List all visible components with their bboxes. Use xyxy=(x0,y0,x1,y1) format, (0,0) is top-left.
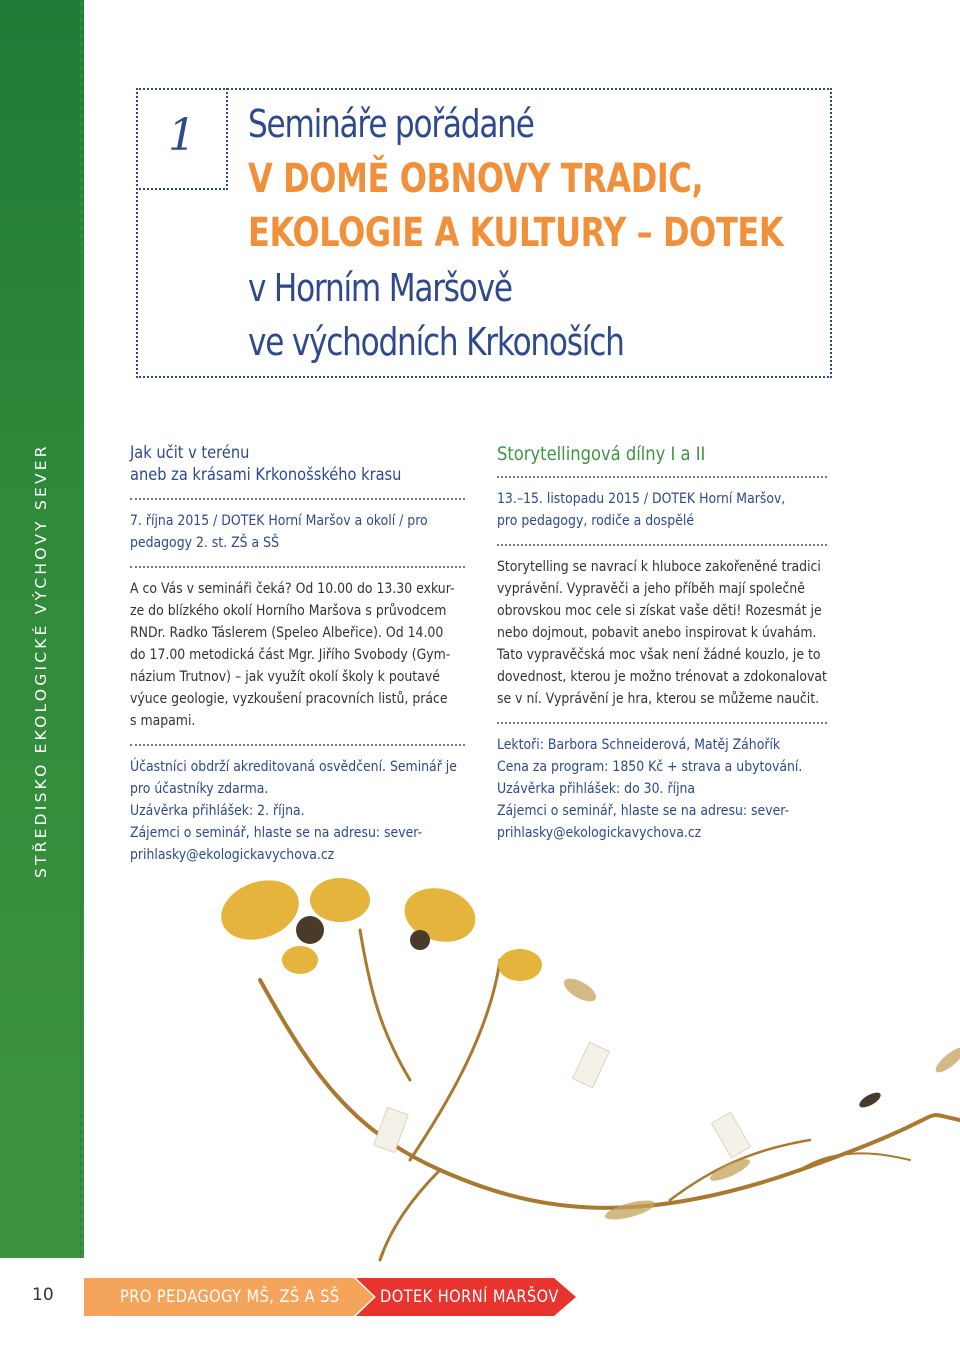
header-line-1: Semináře pořádané xyxy=(248,102,534,146)
right-info xyxy=(497,734,827,844)
right-body-line: nebo dojmout, pobavit anebo inspirovat k úvahám. xyxy=(497,625,817,641)
header-line-2: V DOMĚ OBNOVY TRADIC, xyxy=(248,156,704,202)
header-line-3: EKOLOGIE A KULTURY – DOTEK xyxy=(248,210,784,256)
divider xyxy=(130,566,465,568)
left-info-line: Účastníci obdrží akreditovaná osvědčení. Seminář je xyxy=(130,759,457,775)
left-info-email[interactable]: prihlasky@ekologickavychova.cz xyxy=(130,847,335,863)
right-info-line: Uzávěrka přihlášek: do 30. října xyxy=(497,781,696,797)
left-body-line: ze do blízkého okolí Horního Maršova s průvodcem xyxy=(130,603,447,619)
right-body-line: dovednost, kterou je možno trénovat a zdokonalovat xyxy=(497,669,827,685)
right-info-line: Lektoři: Barbora Schneiderová, Matěj Záhořík xyxy=(497,737,781,753)
footer-tab-audience-label: PRO PEDAGOGY MŠ, ZŠ A SŠ xyxy=(120,1287,340,1307)
left-title-1: Jak učit v terénu xyxy=(130,443,250,463)
left-body-line: do 17.00 metodická část Mgr. Jiřího Svobody (Gym- xyxy=(130,647,451,663)
divider xyxy=(497,544,827,546)
header-line-5: ve východních Krkonoších xyxy=(248,320,624,364)
divider xyxy=(497,476,827,478)
chapter-number: 1 xyxy=(168,110,196,161)
right-meta-line: pro pedagogy, rodiče a dospělé xyxy=(497,513,695,529)
left-info-line: Zájemci o seminář, hlaste se na adresu: sever- xyxy=(130,825,423,841)
left-meta xyxy=(130,510,466,554)
left-body-line: výuce geologie, vyzkoušení pracovních listů, práce xyxy=(130,691,448,707)
footer-tab-location-label: DOTEK HORNÍ MARŠOV xyxy=(380,1287,559,1307)
side-band-label: STŘEDISKO EKOLOGICKÉ VÝCHOVY SEVER xyxy=(32,443,50,878)
right-body-line: se v ní. Vyprávění je hra, kterou se můžeme naučit. xyxy=(497,691,820,707)
right-meta xyxy=(497,488,827,532)
right-body-line: obrovskou moc cele si získat vaše děti! Rozesmát je xyxy=(497,603,822,619)
divider xyxy=(130,498,465,500)
page-number: 10 xyxy=(32,1285,54,1305)
left-meta-line: 7. října 2015 / DOTEK Horní Maršov a okolí / pro xyxy=(130,513,428,529)
right-body-line: vyprávění. Vypravěči a jeho příběh mají společně xyxy=(497,581,805,597)
header-line-4: v Horním Maršově xyxy=(248,266,512,310)
left-column xyxy=(130,442,466,866)
right-info-line: Zájemci o seminář, hlaste se na adresu: sever- xyxy=(497,803,790,819)
right-meta-line: 13.–15. listopadu 2015 / DOTEK Horní Maršov, xyxy=(497,491,786,507)
left-body xyxy=(130,578,466,732)
right-title: Storytellingová dílny I a II xyxy=(497,443,706,465)
right-info-line: Cena za program: 1850 Kč + strava a ubytování. xyxy=(497,759,803,775)
left-title-2: aneb za krásami Krkonošského krasu xyxy=(130,465,402,485)
divider xyxy=(497,722,827,724)
left-meta-line: pedagogy 2. st. ZŠ a SŠ xyxy=(130,535,279,551)
left-body-line: názium Trutnov) – jak využít okolí školy k poutavé xyxy=(130,669,440,685)
left-info xyxy=(130,756,466,866)
left-info-line: pro účastníky zdarma. xyxy=(130,781,269,797)
left-info-line: Uzávěrka přihlášek: 2. října. xyxy=(130,803,305,819)
left-body-line: A co Vás v semináři čeká? Od 10.00 do 13.30 exkur- xyxy=(130,581,455,597)
right-body-line: Tato vypravěčská moc však není žádné kouzlo, je to xyxy=(497,647,821,663)
right-body-line: Storytelling se navrací k hluboce zakořeněné tradici xyxy=(497,559,821,575)
right-body xyxy=(497,556,827,710)
right-info-email[interactable]: prihlasky@ekologickavychova.cz xyxy=(497,825,702,841)
left-body-line: RNDr. Radko Táslerem (Speleo Albeřice). Od 14.00 xyxy=(130,625,444,641)
divider xyxy=(130,744,465,746)
left-body-line: s mapami. xyxy=(130,713,196,729)
right-column xyxy=(497,442,827,844)
pressed-flower-illustration xyxy=(110,870,960,1270)
